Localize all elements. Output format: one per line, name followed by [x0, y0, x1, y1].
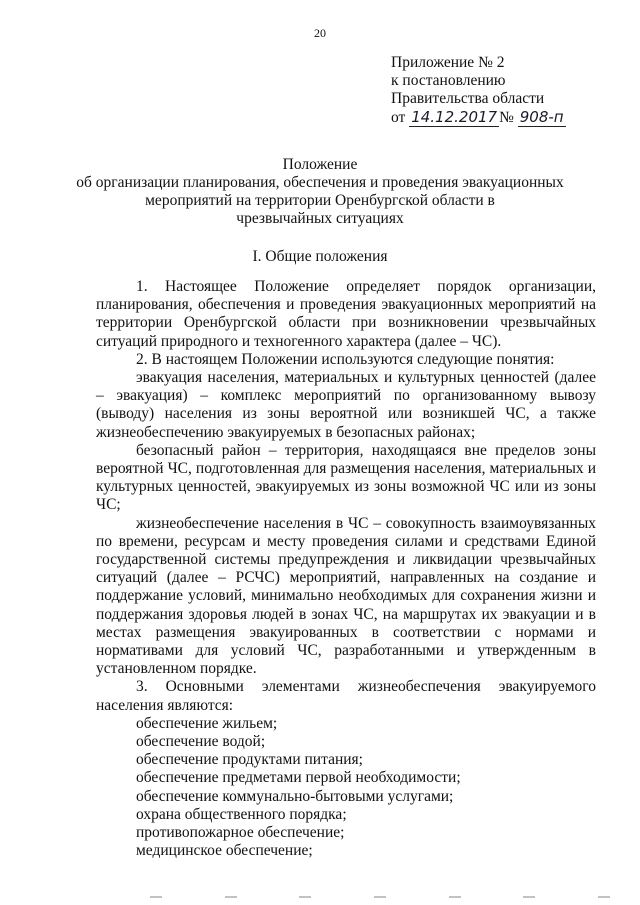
appendix-date-line: [391, 108, 566, 127]
list-item: обеспечение водой;: [136, 733, 266, 751]
title-line-4: чрезвычайных ситуациях: [236, 210, 404, 227]
title-line-3: мероприятий на территории Оренбургской области в: [145, 192, 495, 209]
list-item: обеспечение продуктами питания;: [136, 751, 363, 769]
scan-mark: [225, 896, 237, 898]
scan-edge-marks: [150, 896, 610, 900]
section-heading: I. Общие положения: [252, 248, 388, 265]
handwritten-date: 14.12.2017: [411, 108, 498, 126]
list-item: обеспечение коммунально-бытовыми услугами;: [136, 787, 454, 805]
paragraph-2: 2. В настоящем Положении используются следующие понятия:: [136, 350, 555, 368]
appendix-line-2: к постановлению: [391, 72, 506, 89]
list-item: обеспечение предметами первой необходимости;: [136, 769, 461, 787]
list-item: медицинское обеспечение;: [136, 842, 313, 860]
scan-mark: [374, 896, 386, 898]
paragraph-1: 1. Настоящее Положение определяет порядок организации, планирования, обеспечения и проведения эвакуационных мероприятий на территории Оренбургской области при возникновении чрезвычайных ситуаций природного и техногенного характера (далее – ЧС).: [96, 278, 596, 350]
list-item: обеспечение жильем;: [136, 714, 278, 732]
handwritten-number: 908-п: [519, 108, 564, 126]
list-item: противопожарное обеспечение;: [136, 824, 345, 842]
scan-mark: [523, 896, 535, 898]
appendix-line-3: Правительства области: [391, 90, 545, 107]
list-item: охрана общественного порядка;: [136, 805, 347, 823]
paragraph-3: эвакуация населения, материальных и культурных ценностей (далее – эвакуация) – комплекс мероприятий по организованному вывозу (выводу) населения из зоны вероятной или возникшей ЧС, а также жизнеобеспечению эвакуируемых в безопасных районах;: [96, 369, 596, 441]
document-title: [0, 156, 640, 228]
scan-mark: [449, 896, 461, 898]
scan-mark: [150, 896, 162, 898]
scan-mark: [598, 896, 610, 898]
paragraph-4: безопасный район – территория, находящаяся вне пределов зоны вероятной ЧС, подготовленная для размещения населения, материальных и культурных ценностей, эвакуируемых из зоны возможной ЧС или из зоны ЧС;: [96, 441, 596, 514]
page-number: 20: [314, 26, 326, 40]
title-line-1: Положение: [282, 156, 358, 173]
document-body: [96, 278, 596, 861]
paragraph-6: 3. Основными элементами жизнеобеспечения эвакуируемого населения являются:: [96, 678, 596, 714]
appendix-header: [391, 54, 566, 127]
number-prefix: №: [499, 109, 514, 126]
date-prefix: от: [391, 109, 406, 126]
scan-mark: [299, 896, 311, 898]
title-line-2: об организации планирования, обеспечения и проведения эвакуационных: [76, 174, 564, 191]
paragraph-5: жизнеобеспечение населения в ЧС – совокупность взаимоувязанных по времени, ресурсам и месту проведения силами и средствами Единой государственной системы предупреждения и ликвидации чрезвычайных ситуаций (далее – РСЧС) мероприятий, направленных на создание и поддержание условий, минимально необходимых для сохранения жизни и поддержания здоровья людей в зонах ЧС, на маршрутах их эвакуации и в местах размещения эвакуированных в соответствии с нормами и нормативами для условий ЧС, разработанными и утвержденным в установленном порядке.: [96, 514, 596, 678]
appendix-line-1: Приложение № 2: [391, 54, 505, 71]
